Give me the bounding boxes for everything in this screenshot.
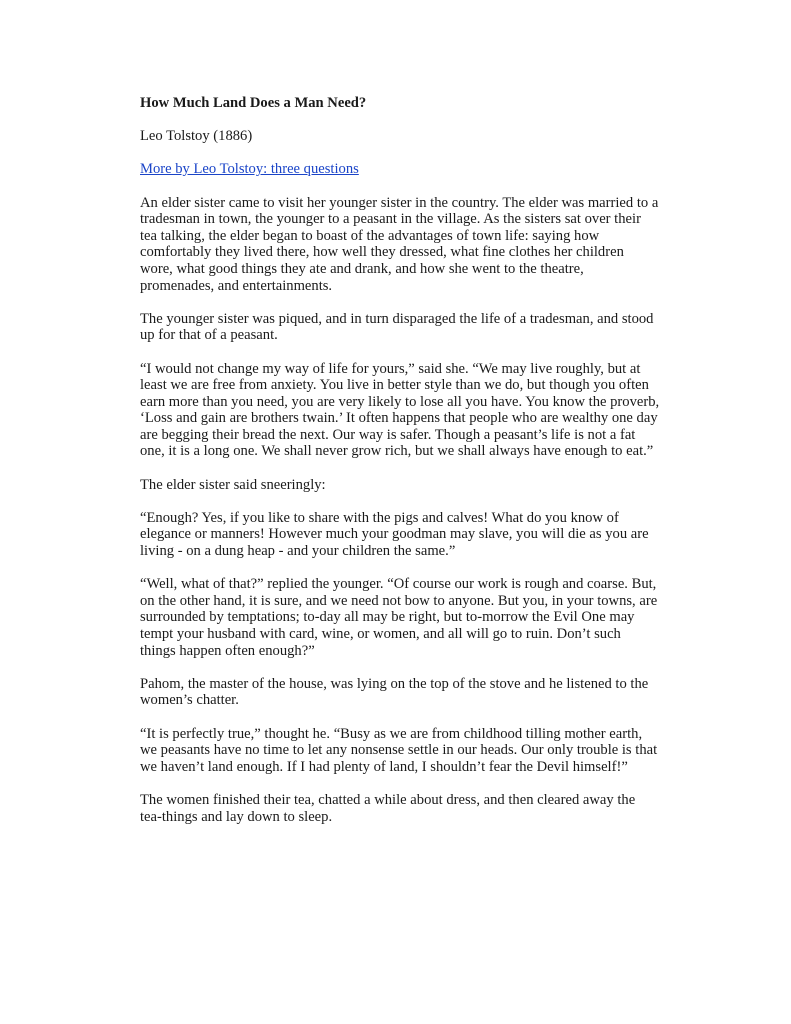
paragraph: “Enough? Yes, if you like to share with the pigs and calves! What do you know of elegance or manners! However much your goodman may slave, you will die as you are living - on a dung heap - and your children the same.” [140, 509, 649, 560]
link-line [140, 161, 660, 178]
paragraph: The elder sister said sneeringly: [140, 476, 326, 493]
document-page [140, 95, 660, 842]
more-by-author-link[interactable]: More by Leo Tolstoy: three questions [140, 161, 359, 178]
paragraph: An elder sister came to visit her younger sister in the country. The elder was married to a tradesman in town, the younger to a peasant in the village. As the sisters sat over their tea talking, the elder began to boast of the advantages of town life: saying how comfortably they lived there, how well they dressed, what fine clothes her children wore, what good things they ate and drank, and how she went to the theatre, promenades, and entertainments. [140, 194, 659, 294]
paragraph: The younger sister was piqued, and in turn disparaged the life of a tradesman, and stood up for that of a peasant. [140, 310, 654, 344]
paragraph: “I would not change my way of life for yours,” said she. “We may live roughly, but at least we are free from anxiety. You live in better style than we do, but though you often earn more than you need, you are very likely to lose all you have. You know the proverb, ‘Loss and gain are brothers twain.’ It often happens that people who are wealthy one day are begging their bread the next. Our way is safer. Though a peasant’s life is not a fat one, it is a long one. We shall never grow rich, but we shall always have enough to eat.” [140, 360, 660, 460]
paragraph: “It is perfectly true,” thought he. “Busy as we are from childhood tilling mother earth, we peasants have no time to let any nonsense settle in our heads. Our only trouble is that we haven’t land enough. If I had plenty of land, I shouldn’t fear the Devil himself!” [140, 725, 658, 775]
paragraph: “Well, what of that?” replied the younger. “Of course our work is rough and coarse. But, on the other hand, it is sure, and we need not bow to anyone. But you, in your towns, are surrounded by temptations; to-day all may be right, but to-morrow the Evil One may tempt your husband with card, wine, or women, and all will go to ruin. Don’t such things happen often enough?” [140, 576, 658, 659]
document-title: How Much Land Does a Man Need? [140, 95, 367, 111]
paragraph: Pahom, the master of the house, was lying on the top of the stove and he listened to the women’s chatter. [140, 675, 649, 709]
paragraph: The women finished their tea, chatted a while about dress, and then cleared away the tea-things and lay down to sleep. [140, 791, 636, 825]
author-line: Leo Tolstoy (1886) [140, 128, 253, 145]
